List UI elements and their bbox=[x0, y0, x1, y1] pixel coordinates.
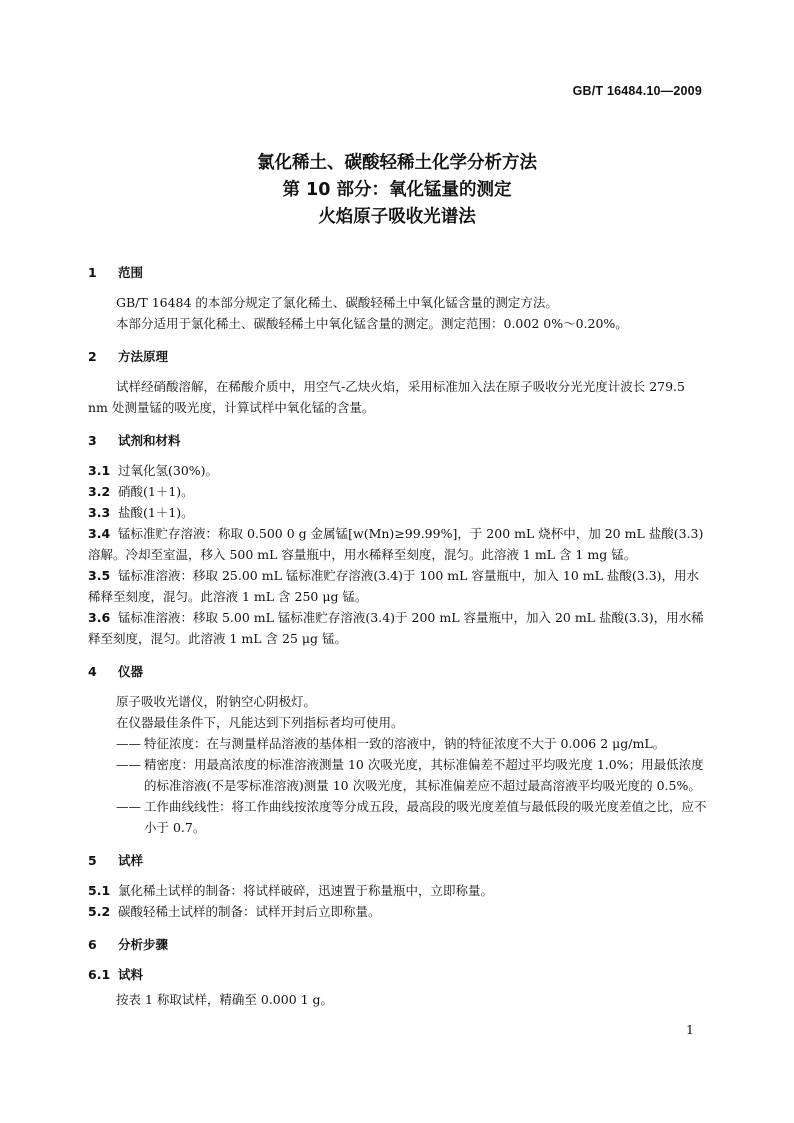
section-heading-scope: 1 范围 bbox=[88, 265, 144, 280]
list-item: 3.6 锰标准溶液：移取 5.00 mL 锰标准贮存溶液(3.4)于 200 mL 容量瓶中，加入 20 mL 盐酸(3.3)，用水稀释至刻度，混匀。此溶液 1 mL 含 25 μg 锰。 bbox=[88, 610, 704, 646]
document-body bbox=[88, 262, 708, 1010]
section-heading-principle: 2 方法原理 bbox=[88, 349, 169, 364]
paragraph: GB/T 16484 的本部分规定了氯化稀土、碳酸轻稀土中氧化锰含量的测定方法。 bbox=[116, 295, 558, 310]
paragraph: 原子吸收光谱仪，附钠空心阴极灯。 bbox=[116, 694, 317, 709]
standard-code: GB/T 16484.10—2009 bbox=[572, 84, 702, 98]
list-item: 3.2 硝酸(1＋1)。 bbox=[88, 484, 194, 499]
title-line-3: 火焰原子吸收光谱法 bbox=[318, 207, 476, 227]
list-item: 3.4 锰标准贮存溶液：称取 0.500 0 g 金属锰[w(Mn)≥99.99%]，于 200 mL 烧杯中，加 20 mL 盐酸(3.3)溶解。冷却至室温，移入 500 mL 容量瓶中，用水稀释至刻度，混匀。此溶液 1 mL 含 1 mg 锰。 bbox=[88, 526, 704, 562]
page-number: 1 bbox=[686, 1022, 694, 1037]
dash-item: —— 精密度：用最高浓度的标准溶液测量 10 次吸光度，其标准偏差不超过平均吸光度 1.0%；用最低浓度的标准溶液(不是零标准溶液)测量 10 次吸光度，其标准偏差应不超过最高溶液平均吸光度的 0.5%。 bbox=[116, 757, 704, 793]
list-item: 5.1 氯化稀土试样的制备：将试样破碎，迅速置于称量瓶中，立即称量。 bbox=[88, 883, 494, 898]
paragraph: 在仪器最佳条件下，凡能达到下列指标者均可使用。 bbox=[116, 715, 404, 730]
section-heading-procedure: 6 分析步骤 bbox=[88, 937, 169, 952]
title-line-1: 氯化稀土、碳酸轻稀土化学分析方法 bbox=[257, 153, 537, 173]
list-item: 3.1 过氧化氢(30%)。 bbox=[88, 463, 219, 478]
section-heading-reagents: 3 试剂和材料 bbox=[88, 433, 181, 448]
list-item: 3.5 锰标准溶液：移取 25.00 mL 锰标准贮存溶液(3.4)于 100 mL 容量瓶中，加入 10 mL 盐酸(3.3)，用水稀释至刻度，混匀。此溶液 1 mL 含 250 μg 锰。 bbox=[88, 568, 700, 604]
subsection-heading-test-portion: 6.1 试料 bbox=[88, 967, 144, 982]
section-heading-apparatus: 4 仪器 bbox=[88, 664, 144, 679]
document-title bbox=[0, 150, 794, 231]
paragraph: 本部分适用于氯化稀土、碳酸轻稀土中氧化锰含量的测定。测定范围：0.002 0%～0.20%。 bbox=[116, 316, 628, 331]
paragraph: 试样经硝酸溶解，在稀酸介质中，用空气-乙炔火焰，采用标准加入法在原子吸收分光光度计波长 279.5 nm 处测量锰的吸光度，计算试样中氧化锰的含量。 bbox=[88, 379, 685, 415]
dash-item: —— 工作曲线线性：将工作曲线按浓度等分成五段，最高段的吸光度差值与最低段的吸光度差值之比，应不小于 0.7。 bbox=[116, 799, 707, 835]
title-line-2: 第 10 部分：氧化锰量的测定 bbox=[282, 180, 512, 200]
dash-item: —— 特征浓度：在与测量样品溶液的基体相一致的溶液中，钠的特征浓度不大于 0.006 2 μg/mL。 bbox=[116, 736, 666, 751]
section-heading-sample: 5 试样 bbox=[88, 853, 144, 868]
list-item: 5.2 碳酸轻稀土试样的制备：试样开封后立即称量。 bbox=[88, 904, 381, 919]
list-item: 3.3 盐酸(1＋1)。 bbox=[88, 505, 194, 520]
paragraph: 按表 1 称取试样，精确至 0.000 1 g。 bbox=[116, 992, 334, 1007]
